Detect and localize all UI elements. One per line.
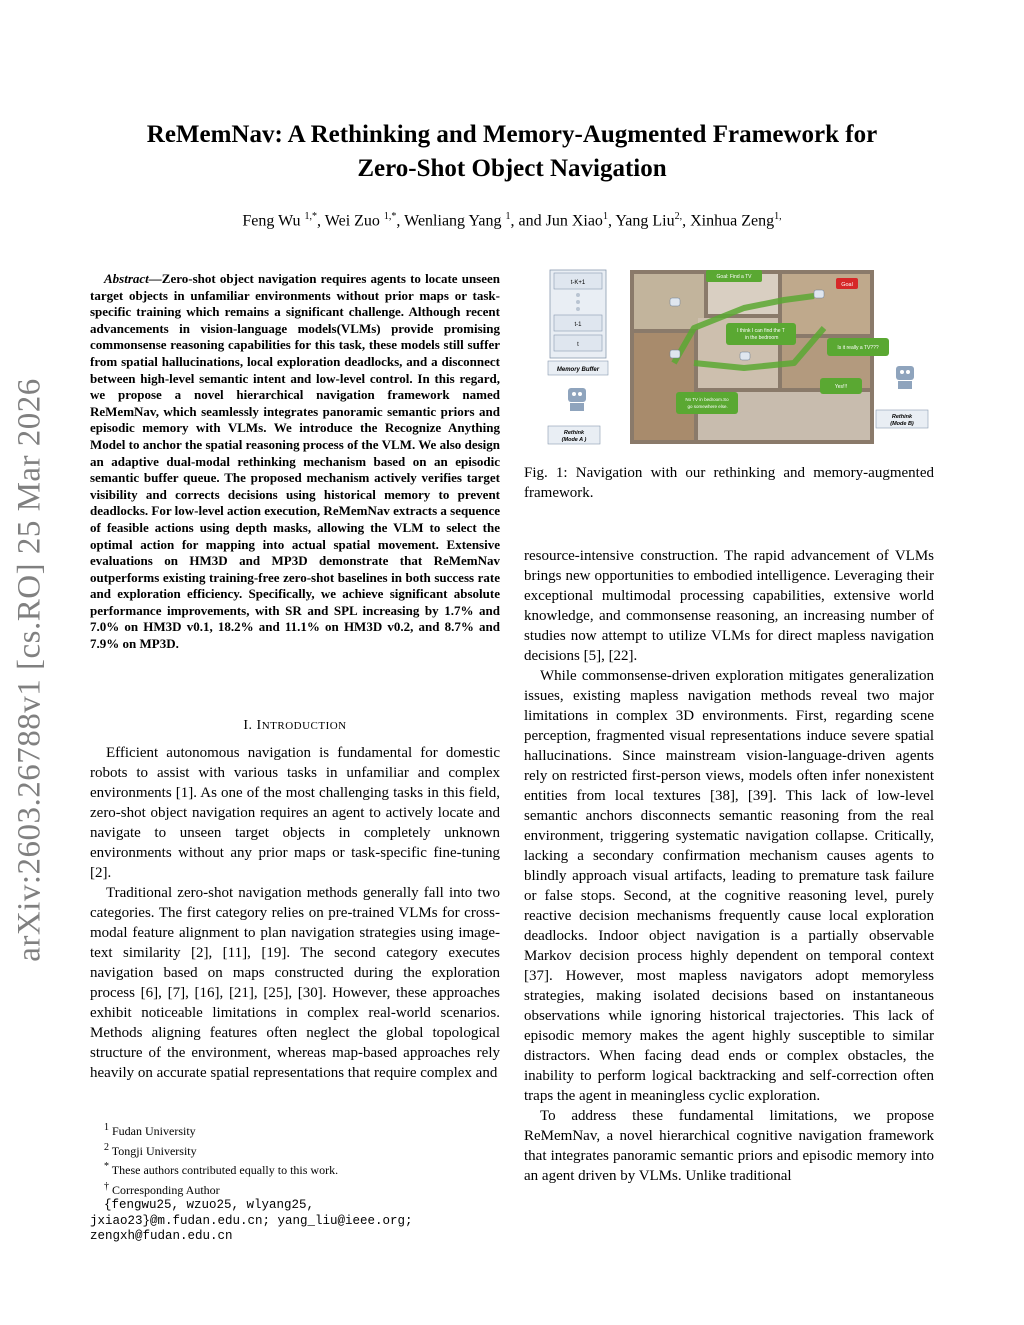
figure-caption: Fig. 1: Navigation with our rethinking and memory-augmented framework. <box>524 465 934 501</box>
bubble-line: I think I can find the T <box>737 328 785 334</box>
author-affil: 1, <box>774 211 782 222</box>
footnote-text: Tongji University <box>111 1143 197 1158</box>
section-first-letter: I <box>256 718 262 733</box>
paragraph: To address these fundamental limitations, we propose ReMemNav, a novel hierarchical cognitive navigation framework that integrates panoramic semantic priors and episodic memory into an agent driven by VLMs. Unlike traditional <box>524 1108 934 1184</box>
footnotes <box>90 1120 500 1245</box>
author-list: Feng Wu $^{1,*}$, Wei Zuo $^{1,*}$, Wenliang Yang $^1$, and Jun Xiao$^1$, Yang Liu$^{2,}$, Xinhua Zeng$^{1,}$ <box>242 211 782 230</box>
footnote <box>90 1140 500 1160</box>
footnote-mark: 1 <box>104 1122 109 1133</box>
room <box>634 274 704 329</box>
buffer-label: t-1 <box>574 322 582 328</box>
author: and Jun Xiao <box>518 212 603 230</box>
rethink-mode-b-label <box>890 414 914 427</box>
bubble-line: No TV in bedroom.So <box>685 397 729 402</box>
arxiv-stamp <box>10 320 50 1020</box>
email-line: jxiao23}@m.fudan.edu.cn; yang_liu@ieee.org; <box>90 1213 413 1228</box>
buffer-dot <box>576 300 580 304</box>
author-affil: 1,* <box>383 211 397 222</box>
section-heading-introduction <box>90 718 500 734</box>
figure-navigation-diagram <box>544 268 932 446</box>
email-line: zengxh@fudan.edu.cn <box>90 1229 233 1243</box>
speech-bubble-text <box>737 328 785 341</box>
buffer-label: t-K+1 <box>570 280 586 286</box>
author: Xinhua Zeng <box>690 212 775 230</box>
speech-bubble-text: Is it really a TV??? <box>837 345 879 351</box>
footnote-text: These authors contributed equally to this work. <box>111 1163 339 1177</box>
right-column-body <box>524 546 934 1186</box>
arxiv-stamp-text: arXiv:2603.26788v1 [cs.RO] 25 Mar 2026 <box>11 378 48 962</box>
robot-icon <box>814 290 824 298</box>
memory-buffer-label: Memory Buffer <box>556 367 600 373</box>
rethink-a-line: Rethink <box>563 430 585 436</box>
footnote-mark: * <box>104 1161 109 1172</box>
section-number: I. <box>243 718 257 733</box>
footnote-mark: † <box>104 1180 109 1192</box>
abstract-label: Abstract— <box>104 271 162 286</box>
paper-title <box>100 118 924 186</box>
author: Feng Wu <box>242 212 301 230</box>
paragraph: Efficient autonomous navigation is fundamental for domestic robots to assist with various tasks in unfamiliar and complex environments [1]. As one of the most challenging tasks in this field, zero-shot object navigation requires an agent to actively locate and navigate to unseen target objects in completely unknown environments without any prior maps or task-specific fine-tuning [2]. <box>90 745 500 881</box>
footnote <box>90 1179 500 1199</box>
bubble-line: in the bedroom <box>743 335 779 341</box>
rethink-a-line: (Mode A ) <box>561 437 587 443</box>
author: Wei Zuo <box>324 212 380 230</box>
buffer-dot <box>576 293 580 297</box>
footnote-text: Corresponding Author <box>112 1182 220 1197</box>
paragraph: While commonsense-driven exploration mitigates generalization issues, existing mapless navigation methods reveal two major limitations in complex 3D environments. First, regarding scene perception, fragmented visual representations induce severe spatial hallucinations. Since mainstream vision-language-driven agents rely on restricted first-person views, models often infer nonexistent entities from local textures [38], [39]. This lack of low-level semantic anchors disconnects semantic reasoning from the real environment, triggering systematic navigation collapse. Critically, lacking a secondary confirmation mechanism causes agents to blindly approach visual artifacts, leading to premature task failure or false stops. Second, at the cognitive reasoning level, purely reactive decision mechanisms frequently cause local exploration deadlocks. Indoor object navigation is a partially observable Markov decision process highly dependent on temporal context [37]. However, most mapless navigators adopt memoryless strategies, making isolated decisions based on instantaneous observations while ignoring historical trajectories. This lack of episodic memory makes the agent highly susceptible to similar distractors. When facing dead ends or complex obstacles, the inability to perform logical backtracking and self-correction often traps the agent in meaningless cyclic exploration. <box>524 668 934 1104</box>
title-line-1: ReMemNav: A Rethinking and Memory-Augmented Framework for <box>146 121 878 148</box>
left-column-body <box>90 743 500 1083</box>
author-affil: 1,* <box>304 211 318 222</box>
author: Yang Liu <box>615 212 675 230</box>
buffer-label: t <box>577 342 579 348</box>
goal-tag-text: Goal <box>841 282 853 288</box>
goal-bubble-text: Goal: Find a TV <box>716 274 752 280</box>
paragraph: resource-intensive construction. The rapid advancement of VLMs brings new opportunities to embodied intelligence. Leveraging their exceptional multimodal processing capabilities, extensive world knowledge, and commonsense reasoning, an increasing number of studies now attempt to utilize VLMs for direct mapless navigation decisions [5], [22]. <box>524 548 934 664</box>
robot-icon <box>740 352 750 360</box>
robot-icon <box>670 298 680 306</box>
footnote <box>90 1120 500 1140</box>
author-affil: 1 <box>602 211 608 222</box>
speech-bubble-text: Yes!!! <box>834 384 848 390</box>
abstract-text: Zero-shot object navigation requires agents to locate unseen target objects in unfamiliar environments without prior maps or task-specific training which remains a significant challenge. Although recent advancements in vision-language models(VLMs) provide promising commonsense reasoning capabilities for this task, these models still suffer from spatial hallucinations, local exploration deadlocks, and a disconnect between high-level semantic intent and low-level control. In this regard, we propose a novel hierarchical navigation framework named ReMemNav, which seamlessly integrates panoramic semantic priors and episodic memory with VLMs. We introduce the Recognize Anything Model to anchor the spatial reasoning process of the VLM. We also design an adaptive dual-modal rethinking mechanism based on an episodic semantic buffer queue. The proposed mechanism actively verifies target visibility and corrects decisions using historical memory to prevent deadlocks. For low-level action execution, ReMemNav extracts a sequence of feasible actions using depth masks, allowing the VLM to select the optimal action for mapping into actual spatial movement. Extensive evaluations on HM3D and MP3D demonstrate that ReMemNav outperforms existing training-free zero-shot baselines in both success rate and exploration efficiency. Specifically, we achieve significant absolute performance improvements, with SR and SPL increasing by 1.7% and 7.0% on HM3D v0.1, 18.2% and 11.1% on HM3D v0.2, and 8.7% and 7.9% on MP3D. <box>90 271 500 652</box>
author-affil: 1 <box>505 211 511 222</box>
email-line: {fengwu25, wzuo25, wlyang25, <box>104 1198 315 1212</box>
rethink-b-line: (Mode B) <box>890 421 914 427</box>
robot-icon <box>670 350 680 358</box>
robot-icon <box>568 388 586 411</box>
title-line-2: Zero-Shot Object Navigation <box>357 155 667 182</box>
paragraph: Traditional zero-shot navigation methods generally fall into two categories. The first category relies on pre-trained VLMs for cross-modal feature alignment to plan navigation strategies using image-text similarity [2], [11], [19]. The second category executes navigation based on maps constructed during the exploration process [6], [7], [16], [21], [25], [30]. However, these approaches exhibit noticeable limitations in complex real-world scenarios. Methods aligning features often neglect the global topological structure of the environment, whereas map-based approaches rely heavily on accurate spatial representations that require complex and <box>90 885 500 1081</box>
robot-icon <box>896 366 914 389</box>
bubble-line: go somewhere else. <box>686 404 728 409</box>
author: Wenliang Yang <box>404 212 502 230</box>
footnote-mark: 2 <box>104 1141 109 1153</box>
buffer-dot <box>576 307 580 311</box>
speech-bubble <box>676 392 738 414</box>
rethink-mode-a-label <box>562 430 587 443</box>
footnote-text: Fudan University <box>112 1124 196 1138</box>
footnote <box>90 1159 500 1179</box>
abstract <box>90 271 500 653</box>
section-rest: NTRODUCTION <box>261 720 347 732</box>
author-affil: 2, <box>674 211 683 222</box>
rethink-b-line: Rethink <box>891 414 913 420</box>
speech-bubble <box>726 323 796 345</box>
